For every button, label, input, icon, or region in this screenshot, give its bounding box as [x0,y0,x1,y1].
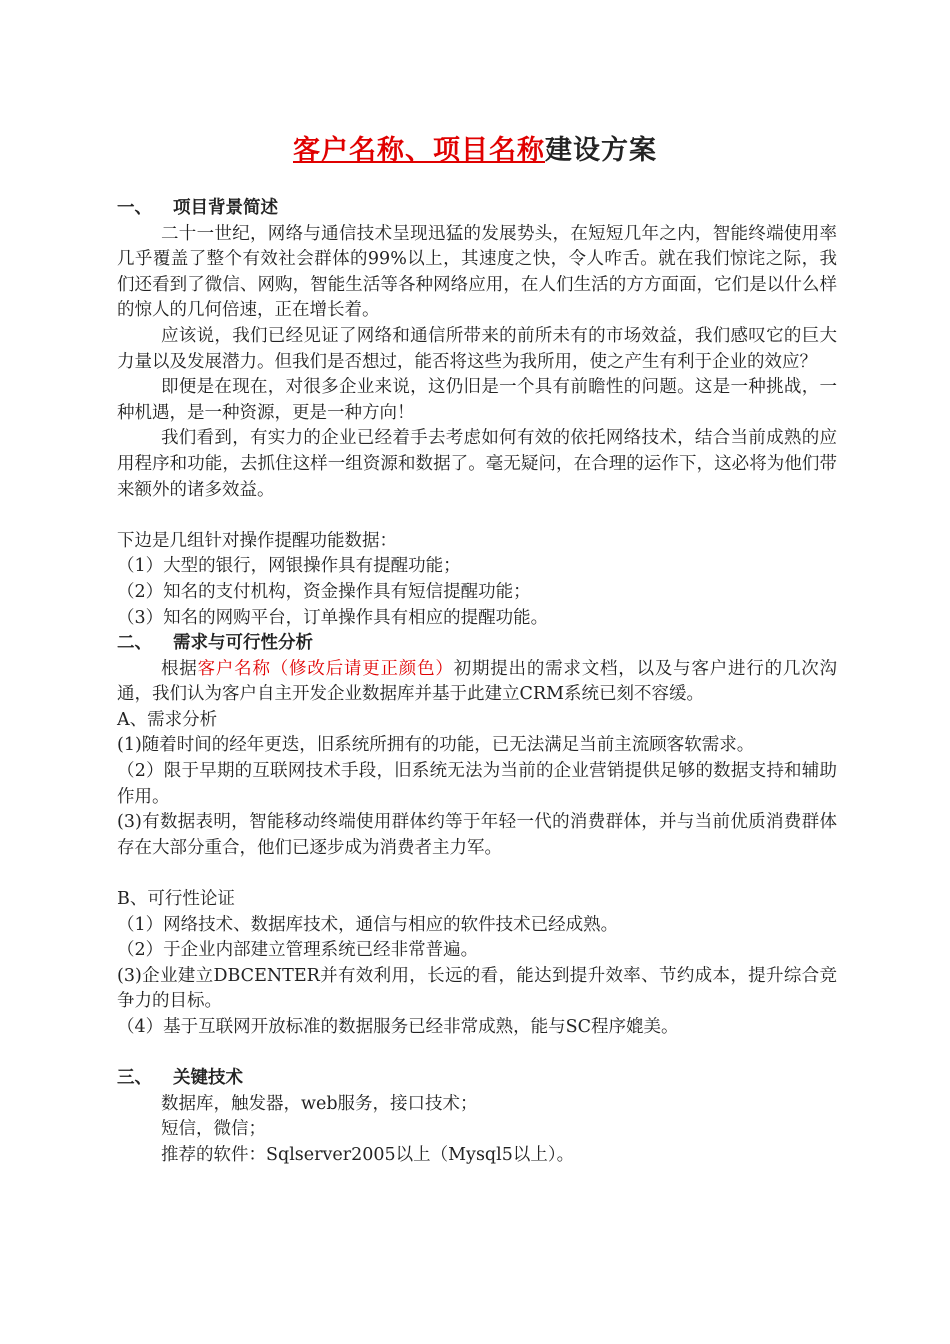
feasibility-subtitle: B、可行性论证 [117,889,235,910]
list-intro: 下边是几组针对操作提醒功能数据： [117,530,397,551]
section-1-paragraph-3: 即便是在现在，对很多企业来说，这仍旧是一个具有前瞻性的问题。这是一种挑战，一种机遇，是一种资源，更是一种方向！ [117,377,837,423]
section-1-number: 一、 [117,198,152,218]
title-client-project-name: 客户名称、项目名称 [293,135,545,166]
blank-line [117,503,837,529]
key-tech-item: 数据库，触发器，web服务，接口技术； [161,1093,478,1114]
key-tech-item: 推荐的软件：Sqlserver2005以上（Mysql5以上）。 [161,1144,575,1165]
requirements-subtitle: A、需求分析 [117,709,218,730]
section-3-title: 关键技术 [173,1068,243,1089]
requirement-item: (3)有数据表明，智能移动终端使用群体约等于年轻一代的消费群体，并与当前优质消费群体存在大部分重合，他们已逐步成为消费者主力军。 [117,812,837,858]
section-2-paragraph-1 [117,657,837,708]
client-name-placeholder: 客户名称（修改后请更正颜色） [197,658,454,679]
requirement-item: (1)随着时间的经年更迭，旧系统所拥有的功能，已无法满足当前主流顾客软需求。 [117,735,755,756]
paragraph-prefix: 根据 [161,658,198,679]
paragraph-text: 初期提出的需求文档，以及与客户进行的几次沟通，我们认为客户自主开发企业数据库并基于此建立CRM系统已刻不容缓。 [117,658,838,705]
document-title [0,128,950,167]
document-body [117,196,837,1169]
section-1-paragraph-4: 我们看到，有实力的企业已经着手去考虑如何有效的依托网络技术，结合当前成熟的应用程序和功能，去抓住这样一组资源和数据了。毫无疑问，在合理的运作下，这必将为他们带来额外的诸多效益。 [117,428,837,500]
title-suffix: 建设方案 [545,135,657,166]
feasibility-item: (3)企业建立DBCENTER并有效利用，长远的看，能达到提升效率、节约成本，提升综合竞争力的目标。 [117,965,837,1012]
section-2-title: 需求与可行性分析 [173,633,313,654]
key-tech-item: 短信，微信； [161,1119,266,1140]
list-item: （1）大型的银行，网银操作具有提醒功能； [117,556,461,577]
list-item: （2）知名的支付机构，资金操作具有短信提醒功能； [117,581,531,602]
requirement-item: （2）限于早期的互联网技术手段，旧系统无法为当前的企业营销提供足够的数据支持和辅助作用。 [117,761,837,807]
feasibility-item: （2）于企业内部建立管理系统已经非常普遍。 [117,940,479,961]
feasibility-item: （4）基于互联网开放标准的数据服务已经非常成熟，能与SC程序媲美。 [117,1017,679,1037]
section-3-number: 三、 [117,1068,152,1089]
list-item: （3）知名的网购平台，订单操作具有相应的提醒功能。 [117,607,549,628]
section-1-heading [117,196,837,222]
feasibility-item: （1）网络技术、数据库技术，通信与相应的软件技术已经成熟。 [117,914,619,935]
section-3-heading [117,1066,837,1092]
section-2-heading [117,631,837,657]
section-1-paragraph-2: 应该说，我们已经见证了网络和通信所带来的前所未有的市场效益，我们感叹它的巨大力量以及发展潜力。但我们是否想过，能否将这些为我所用，使之产生有利于企业的效应？ [117,325,837,372]
section-1-title: 项目背景简述 [173,198,278,218]
blank-line [117,861,837,887]
blank-line [117,1041,837,1067]
section-2-number: 二、 [117,633,152,654]
section-1-paragraph-1: 二十一世纪，网络与通信技术呈现迅猛的发展势头，在短短几年之内，智能终端使用率几乎覆盖了整个有效社会群体的99%以上，其速度之快，令人咋舌。就在我们惊诧之际，我们还看到了微信、网购，智能生活等各种网络应用，在人们生活的方方面面，它们是以什么样的惊人的几何倍速，正在增长着。 [117,223,837,321]
